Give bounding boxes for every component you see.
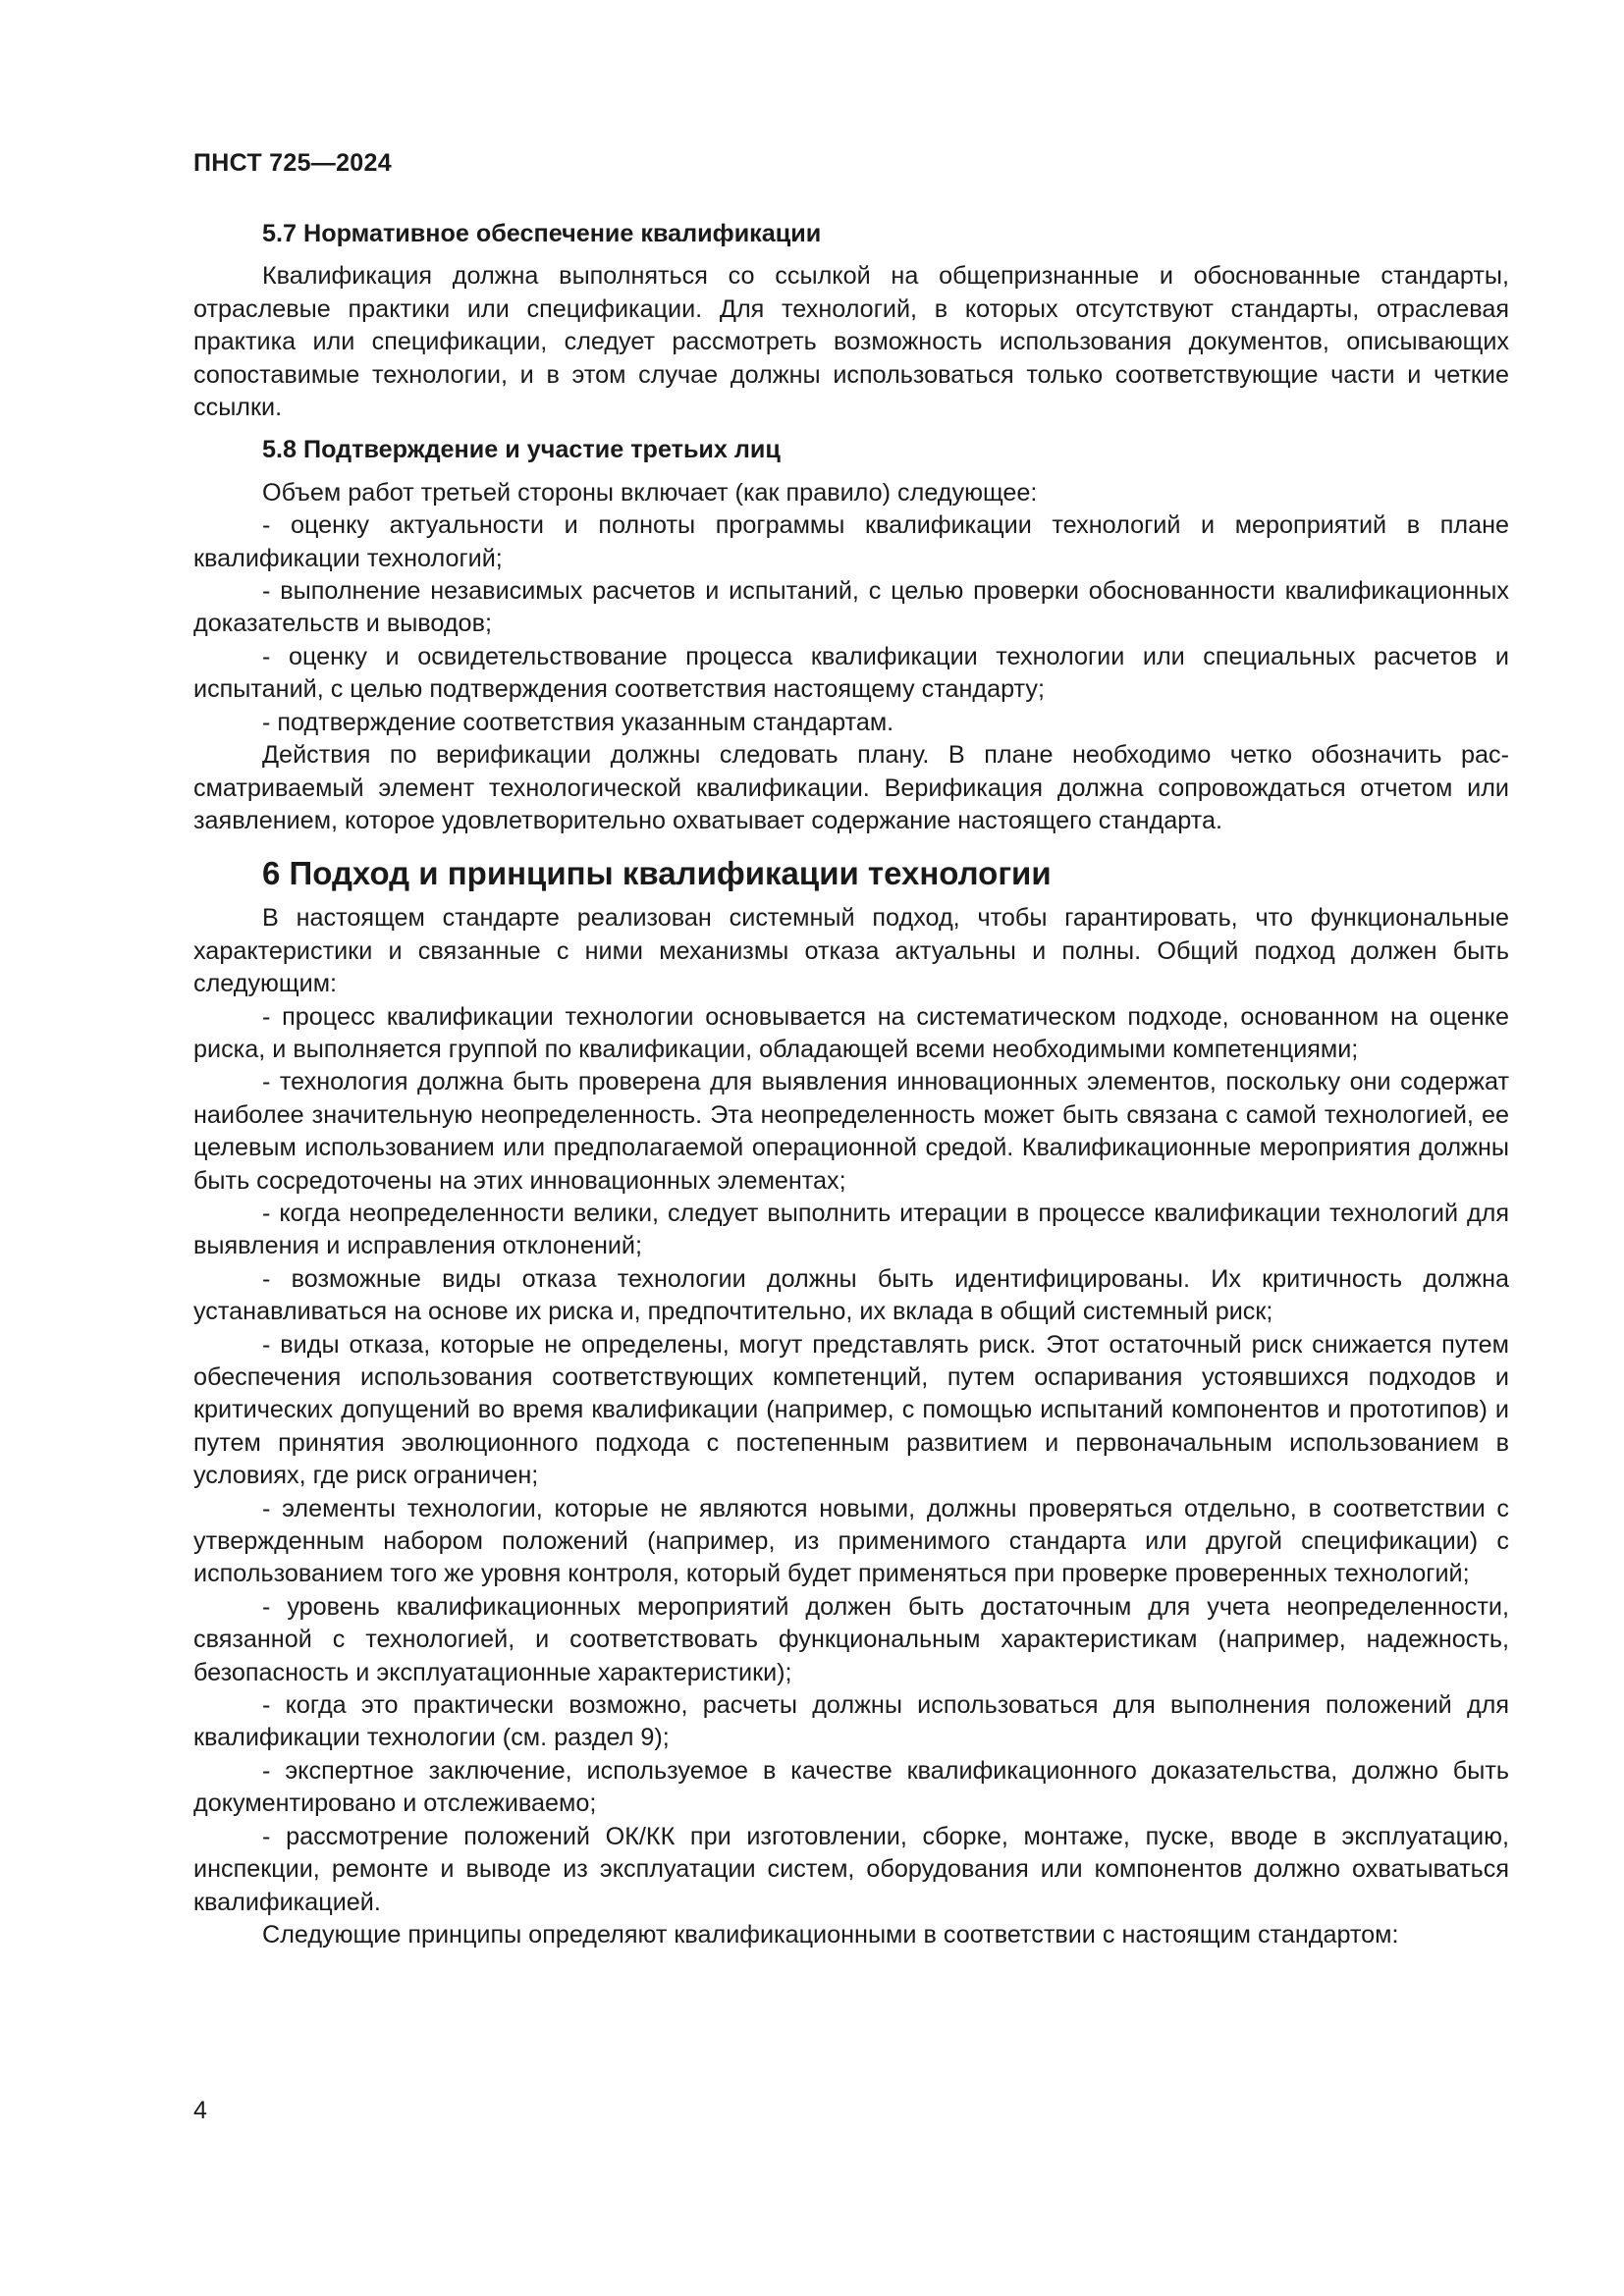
section-6-list-item: - когда неопределенности велики, следует выполнить итерации в процессе квалификации технологий для выявления и исправления отклонений; (193, 1199, 1509, 1260)
section-5-8-list-item: - подтверждение соответствия указанным стандартам. (262, 708, 894, 736)
section-6-list-item: - процесс квалификации технологии основывается на систематическом подходе, основанном на оценке риска, и выполняется группой по квалификации, обладающей всеми необходимыми компетенциями; (193, 1002, 1509, 1063)
section-6-list-item: - виды отказа, которые не определены, могут представлять риск. Этот остаточный риск снижается путем обеспечения использования соответствующих компетенций, путем оспаривания устоявшихся подходов и критических допущений во время квалификации (например, с помощью испытаний компонентов и прототипов) и путем принятия эволюционного подхода с постепенным развитием и первоначальным использованием в условиях, где риск ограничен; (193, 1330, 1509, 1490)
section-5-7-title: 5.7 Нормативное обеспечение квалификации (262, 220, 822, 247)
section-6-list-item: - элементы технологии, которые не являются новыми, должны проверяться отдельно, в соответствии с утвержденным набором положений (например, из применимого стандарта или другой спецификации) с использованием того же уровня контроля, который будет применяться при проверке проверенных технологий; (193, 1494, 1509, 1588)
section-5-8-paragraph: Объем работ третьей стороны включает (как правило) следующее: (262, 478, 1038, 507)
section-6-list-item: - рассмотрение положений ОК/КК при изготовлении, сборке, монтаже, пуске, вводе в эксплуатацию, инспекции, ремонте и выводе из эксплуатации систем, оборудования или компонентов должно охватываться квалификацией. (193, 1822, 1509, 1916)
section-5-8-title: 5.8 Подтверждение и участие третьих лиц (262, 436, 781, 464)
section-6-title: 6 Подход и принципы квалификации технологии (262, 855, 1052, 892)
section-6-paragraph: В настоящем стандарте реализован системный подход, чтобы гарантировать, что функциональные характеристики и связанные с ними механизмы отказа актуальны и полны. Общий подход должен быть следующим: (193, 904, 1509, 998)
section-6-list-item: - технология должна быть проверена для выявления инновационных элементов, поскольку они содержат наиболее значительную неопределенность. Эта неопределенность может быть связана с самой технологией, ее целевым использованием или предполагаемой операционной средой. Квалификационные мероприятия должны быть сосредоточены на этих инновационных элементах; (193, 1068, 1509, 1195)
section-6-list-item: - возможные виды отказа технологии должны быть идентифицированы. Их критичность должна устанавливаться на основе их риска и, предпочтительно, их вклада в общий системный риск; (193, 1264, 1509, 1326)
section-6-list-item: - экспертное заключение, используемое в качестве квалификационного доказательства, должно быть документировано и отслеживаемо; (193, 1756, 1509, 1818)
section-6-list-item: - когда это практически возможно, расчеты должны использоваться для выполнения положений для квалификации технологии (см. раздел 9); (193, 1691, 1509, 1752)
section-5-8-list-item: - оценку актуальности и полноты программы квалификации технологий и мероприятий в плане квалификации технологий; (193, 511, 1509, 572)
section-5-7-paragraph: Квалификация должна выполняться со ссылкой на общепризнанные и обоснованные стандарты, отраслевые практики или спецификации. Для технологий, в которых отсутствуют стандарты, отраслевая практика или спецификации, следует рассмотреть возможность использования документов, описывающих сопоставимые технологии, и в этом случае должны использоваться только соответствующие части и четкие ссылки. (193, 262, 1509, 422)
section-5-8-list-item: - выполнение независимых расчетов и испытаний, с целью проверки обоснованности квалификационных доказательств и выводов; (193, 577, 1509, 638)
section-6-list-item: - уровень квалификационных мероприятий должен быть достаточным для учета неопределенности, связанной с технологией, и соответствовать функциональным характеристикам (например, надежность, безопасность и эксплуатационные характеристики); (193, 1592, 1509, 1686)
section-6-paragraph: Следующие принципы определяют квалификационными в соответствии с настоящим стандартом: (262, 1920, 1399, 1949)
section-5-8-paragraph: Действия по верификации должны следовать плану. В плане необходимо четко обозначить рассматриваемый элемент технологической квалификации. Верификация должна сопровождаться отчетом или заявлением, которое удовлетворительно охватывает содержание настоящего стандарта. (193, 741, 1509, 834)
document-code-header: ПНСТ 725—2024 (193, 149, 392, 177)
section-5-8-list-item: - оценку и освидетельствование процесса квалификации технологии или специальных расчетов и испытаний, с целью подтверждения соответствия настоящему стандарту; (193, 642, 1509, 704)
page-number: 4 (193, 2097, 207, 2124)
page-content (193, 218, 1509, 1951)
